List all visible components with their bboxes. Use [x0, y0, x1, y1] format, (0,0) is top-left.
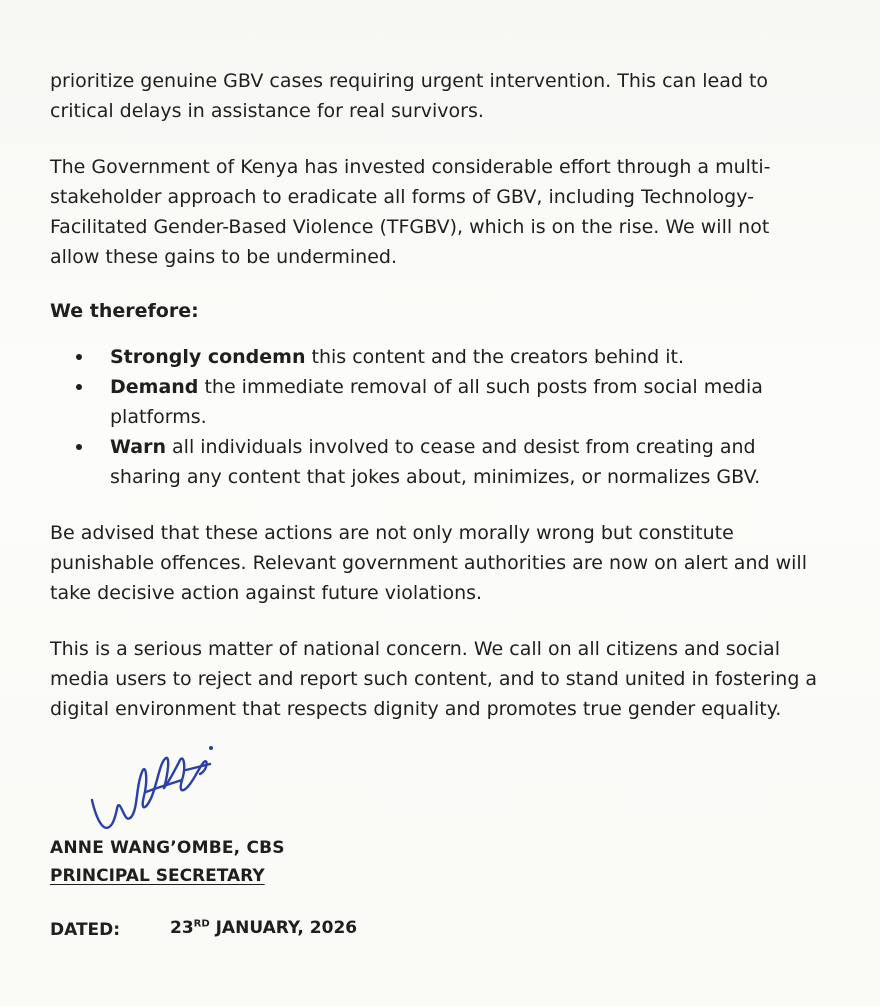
signatory-title: PRINCIPAL SECRETARY	[50, 866, 265, 886]
date-day: 23	[170, 918, 194, 938]
action-keyword: Strongly condemn	[110, 346, 306, 368]
section-heading: We therefore:	[50, 300, 199, 322]
action-text: the immediate removal of all such posts from social media platforms.	[110, 376, 763, 428]
date-rest: JANUARY, 2026	[209, 918, 358, 938]
action-list	[76, 342, 820, 492]
paragraph-national-concern: This is a serious matter of national concern. We call on all citizens and social media users to reject and report such content, and to stand united in fostering a digital environment that respects dignity and promotes true gender equality.	[50, 638, 818, 720]
action-text: this content and the creators behind it.	[305, 346, 684, 368]
action-keyword: Warn	[110, 436, 166, 458]
list-item	[76, 372, 820, 432]
dated-value	[170, 918, 357, 938]
list-item	[76, 342, 820, 372]
bullet-icon	[76, 444, 82, 450]
date-suffix: RD	[193, 918, 210, 930]
signature-icon	[86, 740, 226, 840]
dated-label: DATED:	[50, 920, 121, 940]
action-keyword: Demand	[110, 376, 199, 398]
paragraph-intro: prioritize genuine GBV cases requiring urgent intervention. This can lead to critical delays in assistance for real survivors.	[50, 70, 769, 122]
paragraph-government-effort: The Government of Kenya has invested considerable effort through a multi-stakeholder approach to eradicate all forms of GBV, including Technology-Facilitated Gender-Based Violence (TFGBV), which is on the rise. We will not allow these gains to be undermined.	[50, 156, 771, 268]
bullet-icon	[76, 354, 82, 360]
paragraph-advisory: Be advised that these actions are not only morally wrong but constitute punishable offences. Relevant government authorities are now on alert and will take decisive action against future violations.	[50, 522, 807, 604]
bullet-icon	[76, 384, 82, 390]
list-item	[76, 432, 820, 492]
signatory-name: ANNE WANG’OMBE, CBS	[50, 838, 285, 858]
action-text: all individuals involved to cease and desist from creating and sharing any content that jokes about, minimizes, or normalizes GBV.	[110, 436, 761, 488]
